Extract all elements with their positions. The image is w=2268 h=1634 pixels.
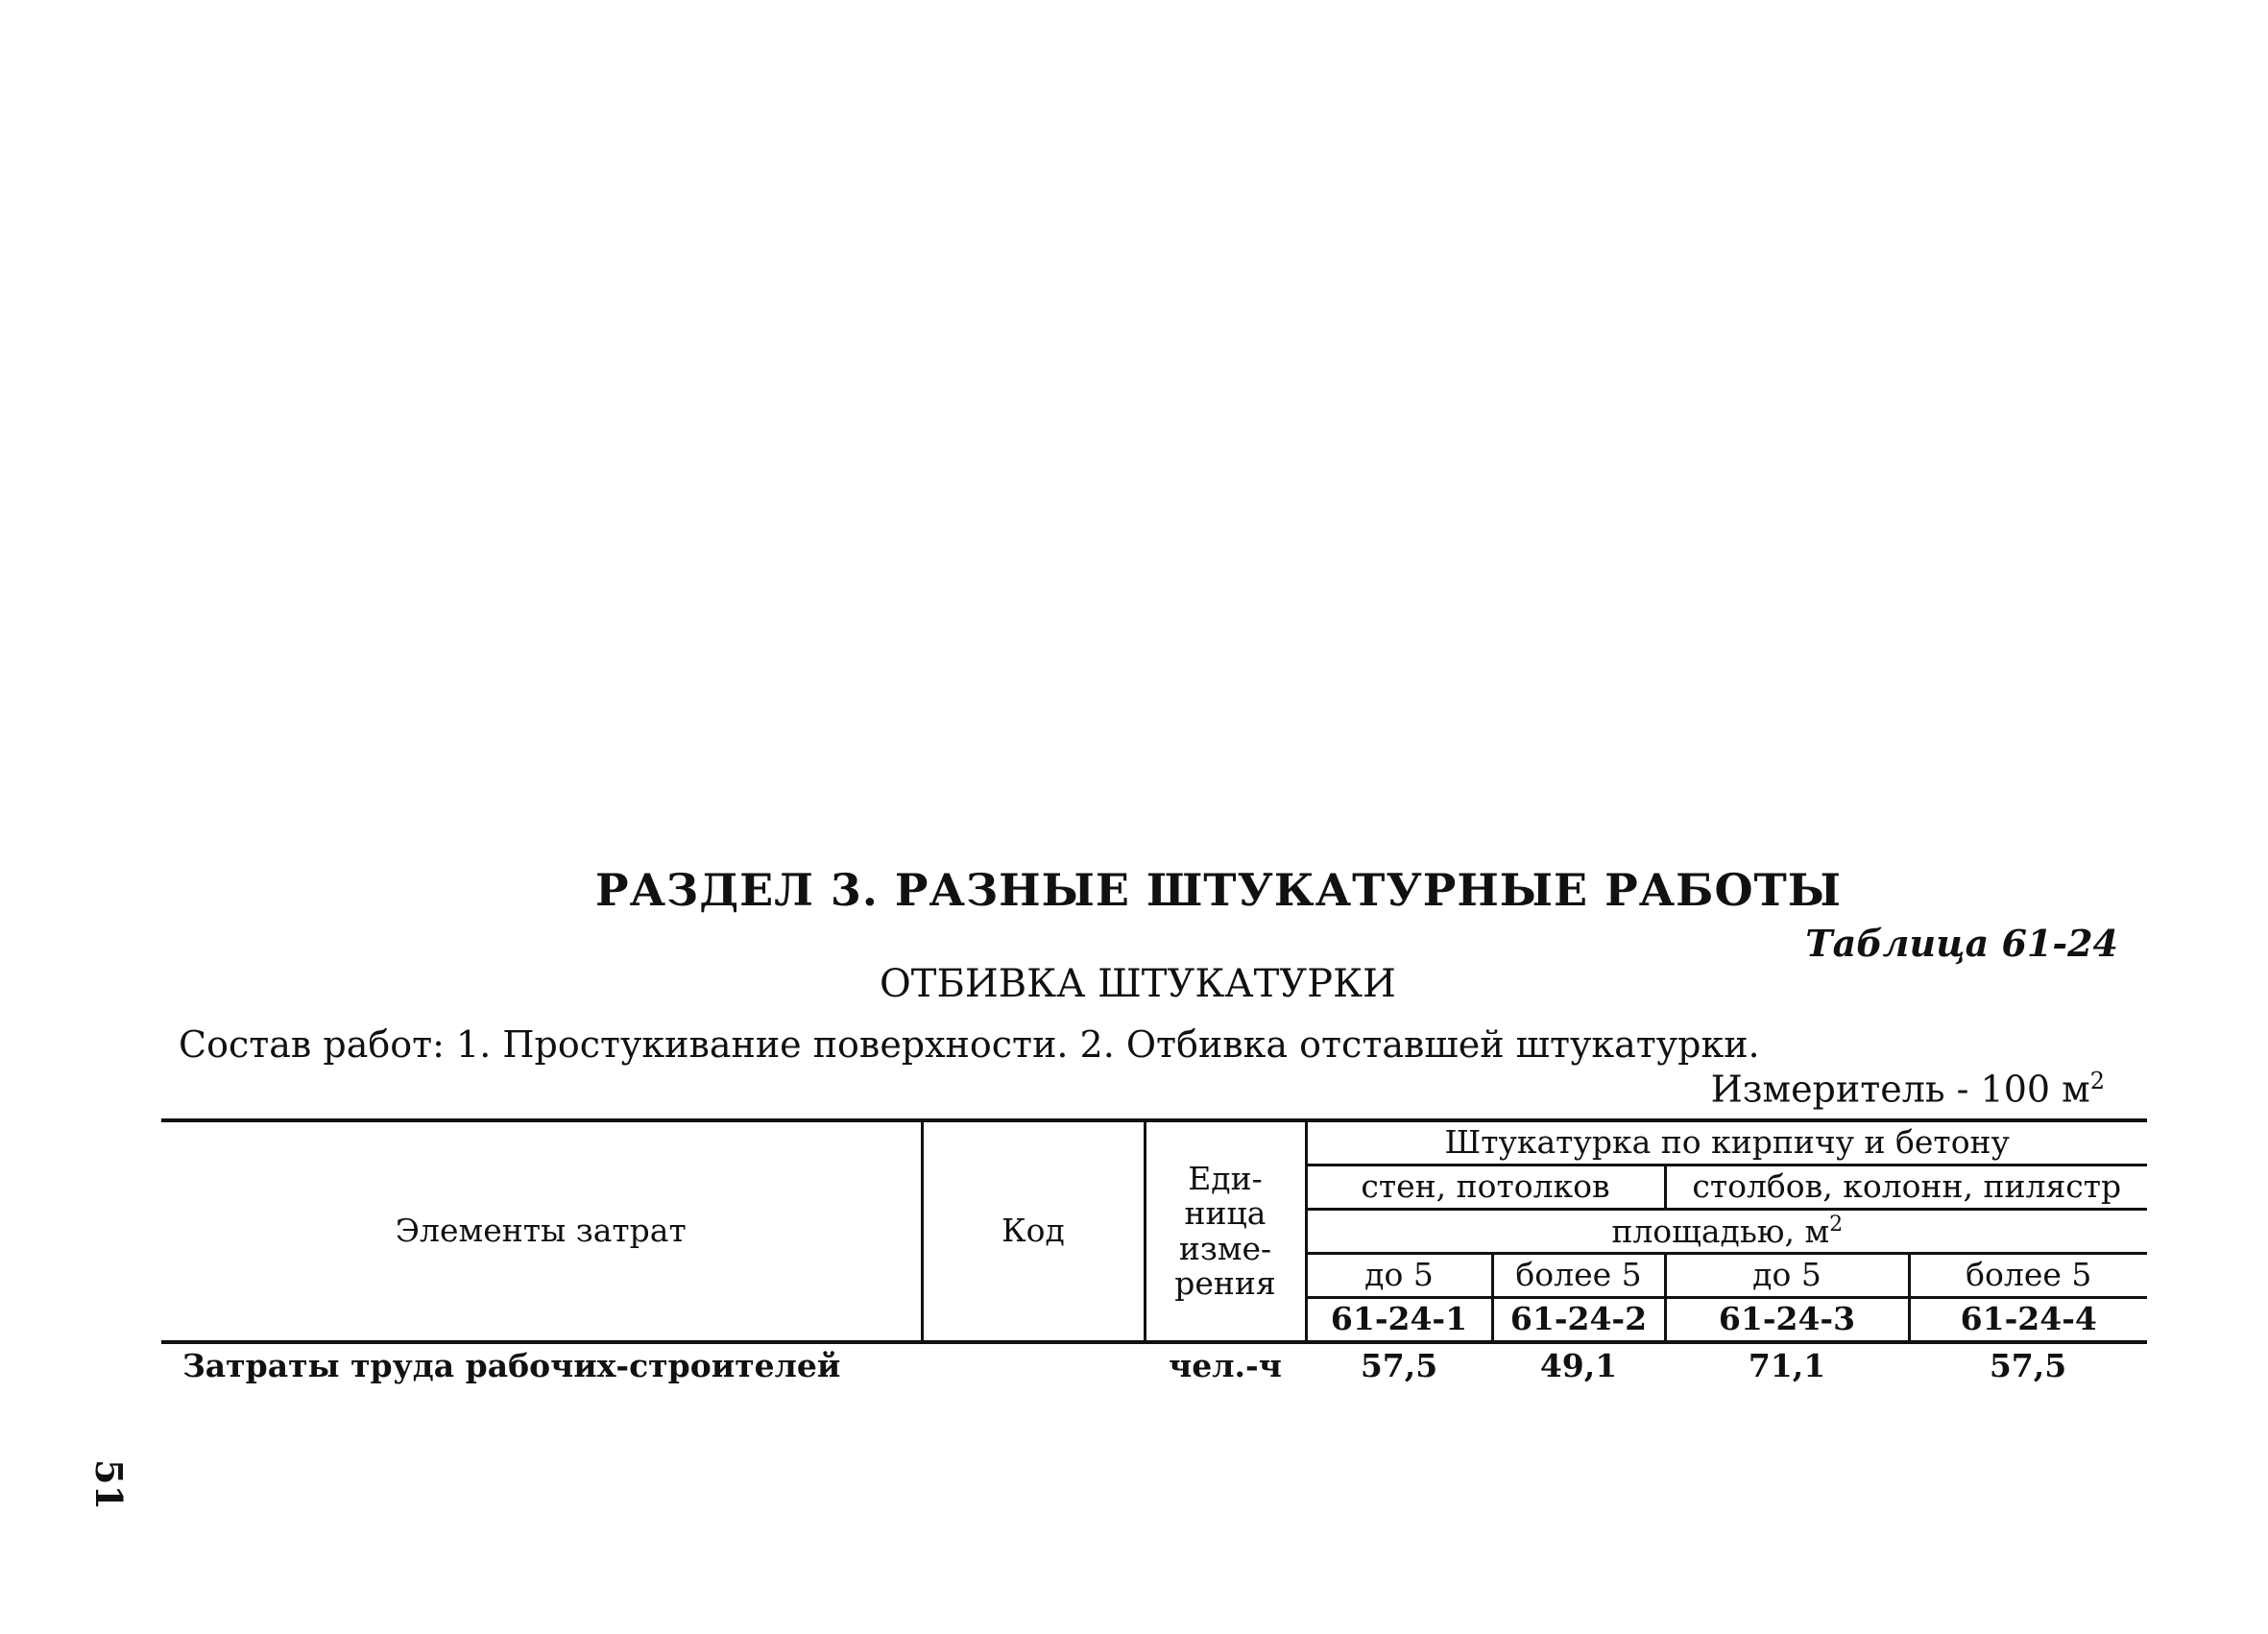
- row-value: 57,5: [1909, 1342, 2147, 1388]
- row-value: 57,5: [1306, 1342, 1492, 1388]
- table-subtitle: ОТБИВКА ШТУКАТУРКИ: [880, 962, 1396, 1006]
- header-unit-line: Еди-: [1188, 1159, 1263, 1197]
- header-unit: [1145, 1120, 1306, 1342]
- norm-code: 61-24-1: [1306, 1298, 1492, 1343]
- meter-label: [1711, 1068, 2105, 1111]
- page-number: 51: [87, 1459, 131, 1510]
- norms-table: [161, 1118, 2147, 1388]
- table-number: Таблица 61-24: [1805, 922, 2118, 965]
- header-unit-line: рения: [1174, 1263, 1276, 1302]
- header-range: до 5: [1306, 1254, 1492, 1298]
- header-unit-line: ница: [1184, 1194, 1267, 1233]
- table-row: [161, 1342, 2147, 1388]
- row-label: Затраты труда рабочих-строителей: [161, 1342, 922, 1388]
- header-area-sup: 2: [1829, 1212, 1844, 1237]
- work-composition: Состав работ: 1. Простукивание поверхности. 2. Отбивка отставшей штукатурки.: [179, 1023, 1760, 1066]
- header-elements: Элементы затрат: [161, 1120, 922, 1342]
- row-value: 49,1: [1492, 1342, 1665, 1388]
- header-area-label: площадью, м: [1611, 1212, 1830, 1250]
- header-range: более 5: [1909, 1254, 2147, 1298]
- section-title: РАЗДЕЛ 3. РАЗНЫЕ ШТУКАТУРНЫЕ РАБОТЫ: [595, 864, 1843, 916]
- header-group: Штукатурка по кирпичу и бетону: [1306, 1120, 2147, 1165]
- meter-sup: 2: [2089, 1068, 2105, 1094]
- row-unit: чел.-ч: [1145, 1342, 1306, 1388]
- norm-code: 61-24-2: [1492, 1298, 1665, 1343]
- row-code: [922, 1342, 1145, 1388]
- norm-code: 61-24-3: [1665, 1298, 1909, 1343]
- row-value: 71,1: [1665, 1342, 1909, 1388]
- header-subgroup-columns: столбов, колонн, пилястр: [1665, 1165, 2147, 1210]
- meter-text: Измеритель - 100 м: [1710, 1068, 2090, 1111]
- header-area: [1306, 1210, 2147, 1254]
- header-unit-line: изме-: [1178, 1229, 1272, 1267]
- header-range: до 5: [1665, 1254, 1909, 1298]
- header-range: более 5: [1492, 1254, 1665, 1298]
- header-subgroup-walls: стен, потолков: [1306, 1165, 1665, 1210]
- norm-code: 61-24-4: [1909, 1298, 2147, 1343]
- header-code: Код: [922, 1120, 1145, 1342]
